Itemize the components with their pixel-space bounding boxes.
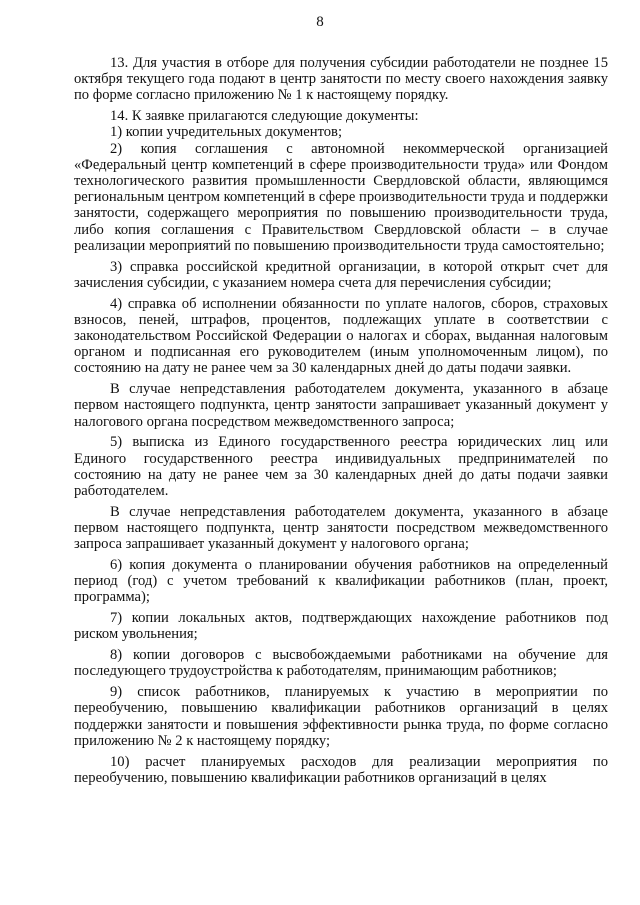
list-item-4-note: В случае непредставления работодателем документа, указанного в абзаце первом настоящего подпункта, центр занятости запрашивает указанный документ у налогового органа посредством межведомственного запроса; [74, 381, 608, 430]
list-item-3: 3) справка российской кредитной организации, в которой открыт счет для зачисления субсидии, с указанием номера счета для перечисления субсидии; [74, 258, 608, 291]
list-item-7: 7) копии локальных актов, подтверждающих нахождение работников под риском увольнения; [74, 610, 608, 643]
paragraph-14: 14. К заявке прилагаются следующие документы: [110, 108, 419, 125]
list-item-9: 9) список работников, планируемых к участию в мероприятии по переобучению, повышению квалификации работников организаций в целях поддержки занятости и повышения эффективности рынка труда, по форме согласно приложению № 2 к настоящему порядку; [74, 684, 608, 749]
list-item-4: 4) справка об исполнении обязанности по уплате налогов, сборов, страховых взносов, пеней, штрафов, процентов, подлежащих уплате в соответствии с законодательством Российской Федерации о налогах и сборах, выданная налоговым органом и подписанная его руководителем (иным уполномоченным лицом), по состоянию на дату не ранее чем за 30 календарных дней до даты подачи заявки. [74, 295, 608, 377]
page-number: 8 [316, 14, 324, 30]
list-item-8: 8) копии договоров с высвобождаемыми работниками на обучение для последующего трудоустройства к работодателям, принимающим работников; [74, 647, 608, 680]
paragraph-13: 13. Для участия в отборе для получения субсидии работодатели не позднее 15 октября текущего года подают в центр занятости по месту своего нахождения заявку по форме согласно приложению № 1 к настоящему порядку. [74, 55, 608, 104]
list-item-5-note: В случае непредставления работодателем документа, указанного в абзаце первом настоящего подпункта, центр занятости посредством межведомственного запроса запрашивает указанный документ у налогового органа; [74, 503, 608, 553]
list-item-5: 5) выписка из Единого государственного реестра юридических лиц или Единого государственного реестра индивидуальных предпринимателей по состоянию на дату не ранее чем за 30 календарных дней до даты подачи заявки работодателем. [74, 434, 608, 500]
list-item-2: 2) копия соглашения с автономной некоммерческой организацией «Федеральный центр компетенций в сфере производительности труда» или Фондом технологического развития промышленности Свердловской области, являющимся региональным центром компетенций в сфере производительности труда и поддержки занятости, содержащего мероприятия по повышению производительности труда, либо копия соглашения с Правительством Свердловской области – в случае реализации мероприятий по повышению производительности труда самостоятельно; [74, 140, 608, 254]
document-body [74, 55, 608, 791]
list-item-1: 1) копии учредительных документов; [110, 124, 342, 141]
list-item-6: 6) копия документа о планировании обучения работников на определенный период (год) с учетом требований к квалификации работников (план, проект, программа); [74, 557, 608, 606]
list-item-10: 10) расчет планируемых расходов для реализации мероприятия по переобучению, повышению квалификации работников организаций в целях [74, 753, 608, 786]
